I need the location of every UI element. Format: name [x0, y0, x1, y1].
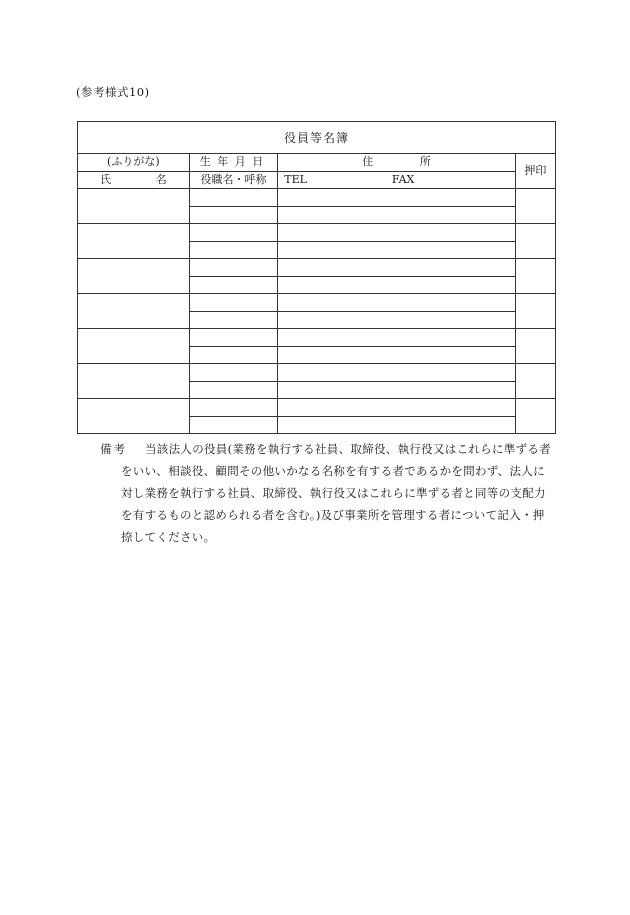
tel-fax-cell[interactable]	[278, 276, 515, 294]
officer-entry-row	[78, 329, 556, 347]
name-char: 名	[155, 172, 167, 186]
title-role-cell[interactable]	[189, 241, 278, 259]
seal-cell[interactable]	[515, 259, 555, 294]
dob-cell[interactable]	[189, 189, 278, 207]
address-char: 所	[419, 155, 431, 169]
header-date-of-birth	[189, 154, 278, 172]
seal-cell[interactable]	[515, 224, 555, 259]
name-char: 氏	[100, 172, 111, 186]
dob-cell[interactable]	[189, 364, 278, 382]
header-furigana: (ふりがな)	[78, 154, 190, 172]
seal-cell[interactable]	[515, 364, 555, 399]
tel-fax-cell[interactable]	[278, 346, 515, 364]
header-name	[78, 171, 190, 189]
officer-name-cell[interactable]	[78, 399, 190, 434]
tel-fax-cell[interactable]	[278, 241, 515, 259]
address-cell[interactable]	[278, 189, 515, 207]
officer-name-cell[interactable]	[78, 259, 190, 294]
remarks-label: 備考	[100, 442, 127, 456]
officer-entry-row	[78, 224, 556, 242]
address-cell[interactable]	[278, 399, 515, 417]
title-role-cell[interactable]	[189, 206, 278, 224]
header-address	[278, 154, 515, 172]
dob-char: 年	[217, 155, 229, 169]
officer-name-cell[interactable]	[78, 294, 190, 329]
seal-cell[interactable]	[515, 399, 555, 434]
dob-char: 日	[252, 155, 264, 169]
header-title-role: 役職名・呼称	[189, 171, 278, 189]
remarks-section	[100, 438, 552, 548]
officer-entry-row	[78, 364, 556, 382]
tel-label: TEL	[284, 172, 307, 186]
officer-name-cell[interactable]	[78, 329, 190, 364]
address-cell[interactable]	[278, 364, 515, 382]
tel-fax-cell[interactable]	[278, 206, 515, 224]
reference-form-label: (参考様式10)	[76, 85, 150, 99]
seal-cell[interactable]	[515, 189, 555, 224]
address-char: 住	[362, 155, 374, 169]
officer-name-cell[interactable]	[78, 189, 190, 224]
address-cell[interactable]	[278, 294, 515, 312]
officer-name-cell[interactable]	[78, 364, 190, 399]
officer-name-cell[interactable]	[78, 224, 190, 259]
officer-entry-row	[78, 189, 556, 207]
address-cell[interactable]	[278, 224, 515, 242]
remarks-text: 当該法人の役員(業務を執行する社員、取締役、執行役又はこれらに準ずる者をいい、相談役、顧問その他いかなる名称を有する者であるかを問わず、法人に対し業務を執行する社員、取締役、執行役又はこれらに準ずる者と同等の支配力を有するものと認められる者を含む。)及び事業所を管理する者について記入・押捺してください。	[121, 442, 551, 544]
address-cell[interactable]	[278, 329, 515, 347]
title-role-cell[interactable]	[189, 276, 278, 294]
seal-cell[interactable]	[515, 329, 555, 364]
dob-cell[interactable]	[189, 259, 278, 277]
officer-entry-row	[78, 399, 556, 417]
dob-cell[interactable]	[189, 294, 278, 312]
title-role-cell[interactable]	[189, 346, 278, 364]
seal-cell[interactable]	[515, 294, 555, 329]
dob-char: 生	[199, 155, 211, 169]
dob-cell[interactable]	[189, 399, 278, 417]
officer-entry-row	[78, 259, 556, 277]
dob-cell[interactable]	[189, 329, 278, 347]
table-title: 役員等名簿	[78, 122, 556, 154]
officers-roster-table	[77, 121, 556, 434]
header-seal: 押印	[515, 154, 555, 189]
address-cell[interactable]	[278, 259, 515, 277]
dob-cell[interactable]	[189, 224, 278, 242]
dob-char: 月	[234, 155, 246, 169]
tel-fax-cell[interactable]	[278, 416, 515, 434]
tel-fax-cell[interactable]	[278, 381, 515, 399]
header-tel-fax	[278, 171, 515, 189]
title-role-cell[interactable]	[189, 416, 278, 434]
title-role-cell[interactable]	[189, 381, 278, 399]
tel-fax-cell[interactable]	[278, 311, 515, 329]
title-role-cell[interactable]	[189, 311, 278, 329]
fax-label: FAX	[391, 172, 415, 186]
officer-entry-row	[78, 294, 556, 312]
